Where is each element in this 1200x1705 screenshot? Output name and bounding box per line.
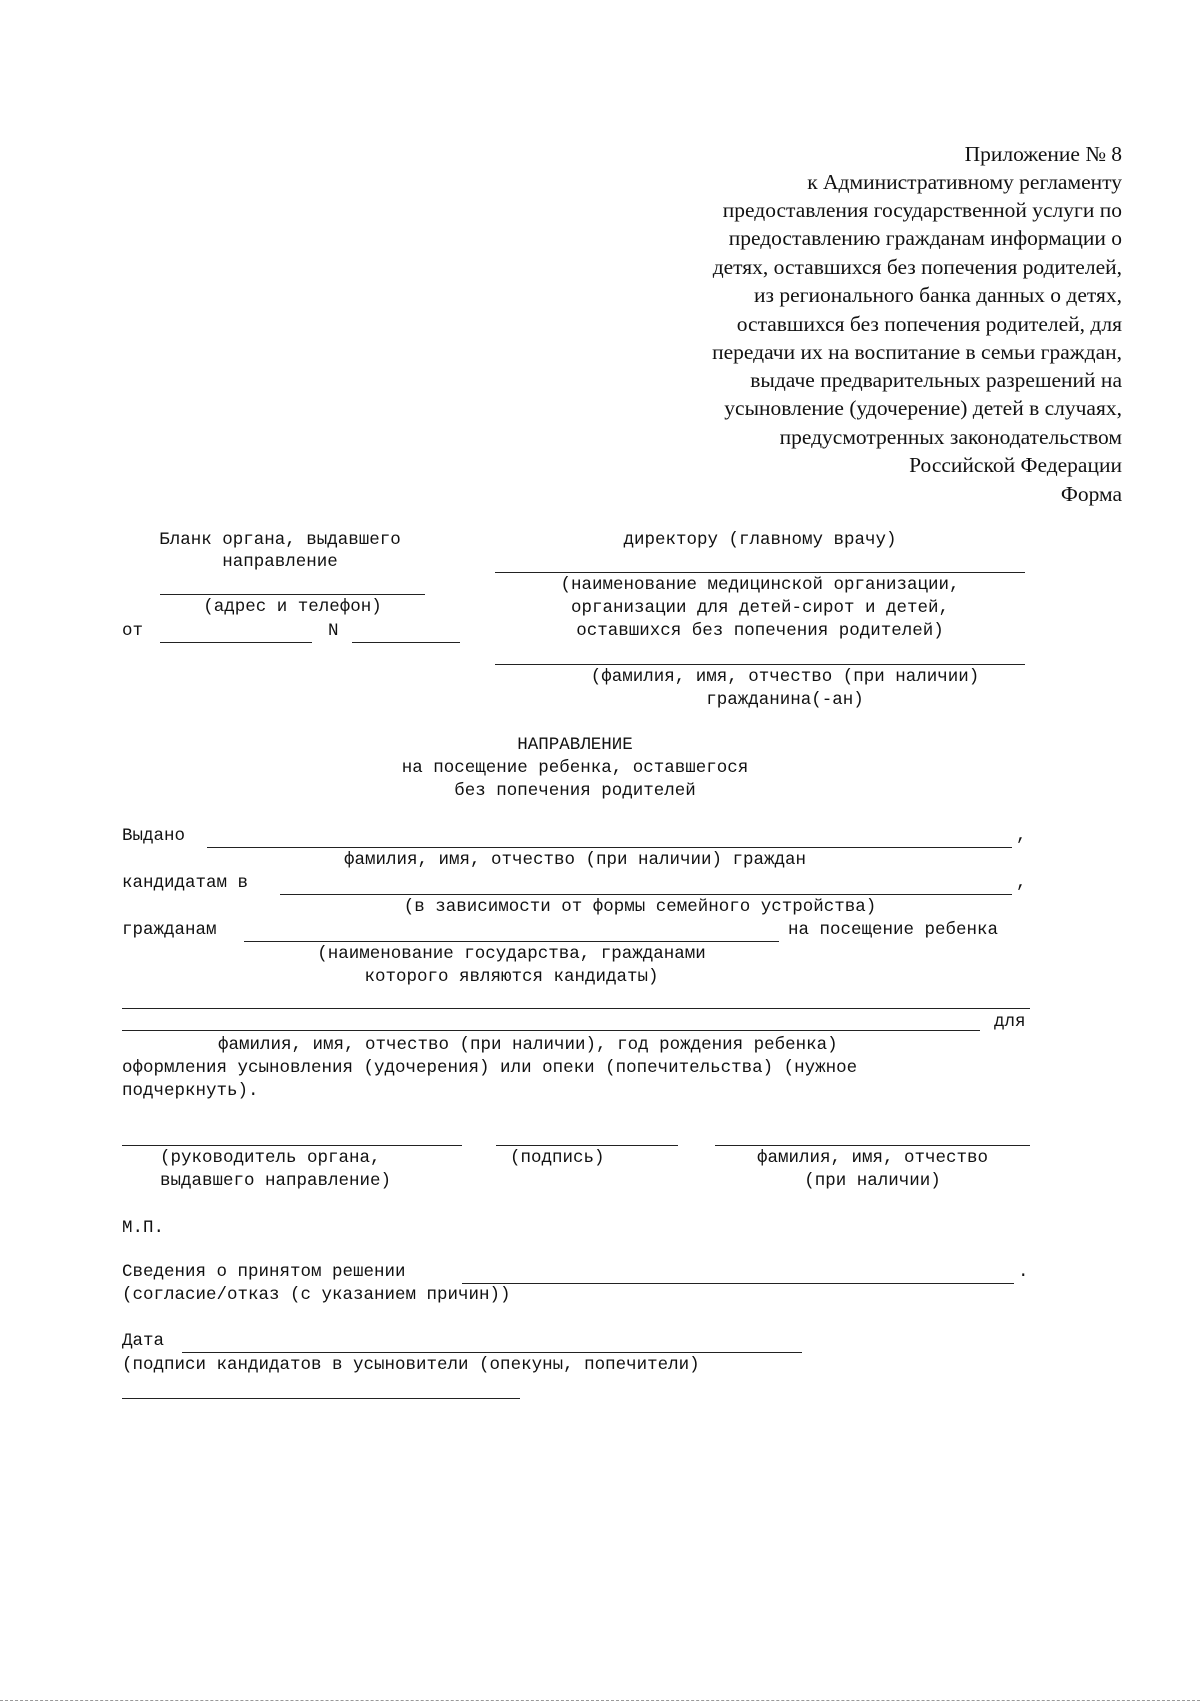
stamp-label: М.П. (122, 1218, 165, 1238)
candidates-signature-field[interactable] (122, 1398, 520, 1399)
header-line: детях, оставшихся без попечения родителей, (712, 255, 1122, 279)
organization-hint-line3: оставшихся без попечения родителей) (576, 621, 944, 641)
header-line: Российской Федерации (909, 453, 1122, 477)
scan-edge-divider (0, 1700, 1200, 1701)
organization-hint-line2: организации для детей-сирот и детей, (570, 598, 950, 618)
child-hint: фамилия, имя, отчество (при наличии), год рождения ребенка) (218, 1035, 838, 1055)
decision-period: . (1018, 1262, 1029, 1282)
header-line: предусмотренных законодательством (779, 425, 1122, 449)
child-field-line2[interactable] (122, 1030, 980, 1031)
title-sub-line2: без попечения родителей (454, 781, 696, 801)
issuer-blank-line2: направление (222, 552, 338, 572)
purpose-line1: оформления усыновления (удочерения) или опеки (попечительства) (нужное (122, 1058, 858, 1078)
organization-hint-line1: (наименование медицинской организации, (560, 575, 960, 595)
director-label: директору (главному врачу) (623, 530, 897, 550)
header-line: передачи их на воспитание в семьи граждан, (712, 340, 1122, 364)
comma: , (1016, 826, 1027, 846)
header-line: из регионального банка данных о детях, (754, 283, 1122, 307)
candidates-hint: (в зависимости от формы семейного устройства) (403, 897, 877, 917)
addressee-fio-hint-line1: (фамилия, имя, отчество (при наличии) (590, 667, 980, 687)
date-label: Дата (122, 1331, 165, 1351)
addressee-fio-field[interactable] (495, 664, 1025, 665)
issuer-blank-line1: Бланк органа, выдавшего (159, 530, 401, 550)
signature-hint: (подпись) (510, 1148, 605, 1168)
decision-field[interactable] (462, 1283, 1014, 1284)
addressee-fio-hint-line2: гражданина(-ан) (706, 690, 864, 710)
signature-field[interactable] (496, 1145, 678, 1146)
visit-child-label: на посещение ребенка (788, 920, 999, 940)
state-hint-line1: (наименование государства, гражданами (317, 944, 706, 964)
comma: , (1016, 873, 1027, 893)
header-line: усыновление (удочерение) детей в случаях, (724, 396, 1122, 420)
date-from-field[interactable] (160, 642, 312, 643)
date-hint: (подписи кандидатов в усыновители (опекуны, попечители) (122, 1355, 700, 1375)
header-line: оставшихся без попечения родителей, для (736, 312, 1122, 336)
form-label: Форма (1060, 482, 1122, 506)
header-line: Приложение № 8 (964, 142, 1122, 166)
issued-hint: фамилия, имя, отчество (при наличии) граждан (343, 850, 807, 870)
number-field[interactable] (352, 642, 460, 643)
for-label: для (994, 1012, 1026, 1032)
header-line: к Административному регламенту (807, 170, 1122, 194)
organization-field[interactable] (495, 572, 1025, 573)
number-label: N (328, 621, 339, 641)
fio-signature-field[interactable] (715, 1145, 1030, 1146)
fio-hint-line1: фамилия, имя, отчество (756, 1148, 989, 1168)
date-field[interactable] (182, 1352, 802, 1353)
header-line: выдаче предварительных разрешений на (750, 368, 1122, 392)
child-field-line1[interactable] (122, 1008, 1030, 1009)
address-label: (адрес и телефон) (203, 597, 382, 617)
head-hint-line2: выдавшего направление) (160, 1171, 392, 1191)
head-hint-line1: (руководитель органа, (160, 1148, 381, 1168)
header-line: предоставления государственной услуги по (722, 198, 1122, 222)
fio-hint-line2: (при наличии) (804, 1171, 941, 1191)
purpose-line2: подчеркнуть). (122, 1081, 259, 1101)
head-signature-field[interactable] (122, 1145, 462, 1146)
title-sub-line1: на посещение ребенка, оставшегося (401, 758, 749, 778)
issued-label: Выдано (122, 826, 186, 846)
state-field[interactable] (244, 941, 779, 942)
candidates-label: кандидатам в (122, 873, 249, 893)
decision-label: Сведения о принятом решении (122, 1262, 406, 1282)
candidates-field[interactable] (280, 894, 1012, 895)
decision-hint: (согласие/отказ (с указанием причин)) (122, 1285, 511, 1305)
header-line: предоставлению гражданам информации о (728, 226, 1122, 250)
state-hint-line2: которого являются кандидаты) (364, 967, 659, 987)
citizens-label: гражданам (122, 920, 217, 940)
address-field[interactable] (160, 594, 425, 595)
title-main: НАПРАВЛЕНИЕ (517, 735, 633, 755)
issued-to-field[interactable] (207, 847, 1012, 848)
from-label: от (122, 621, 144, 641)
